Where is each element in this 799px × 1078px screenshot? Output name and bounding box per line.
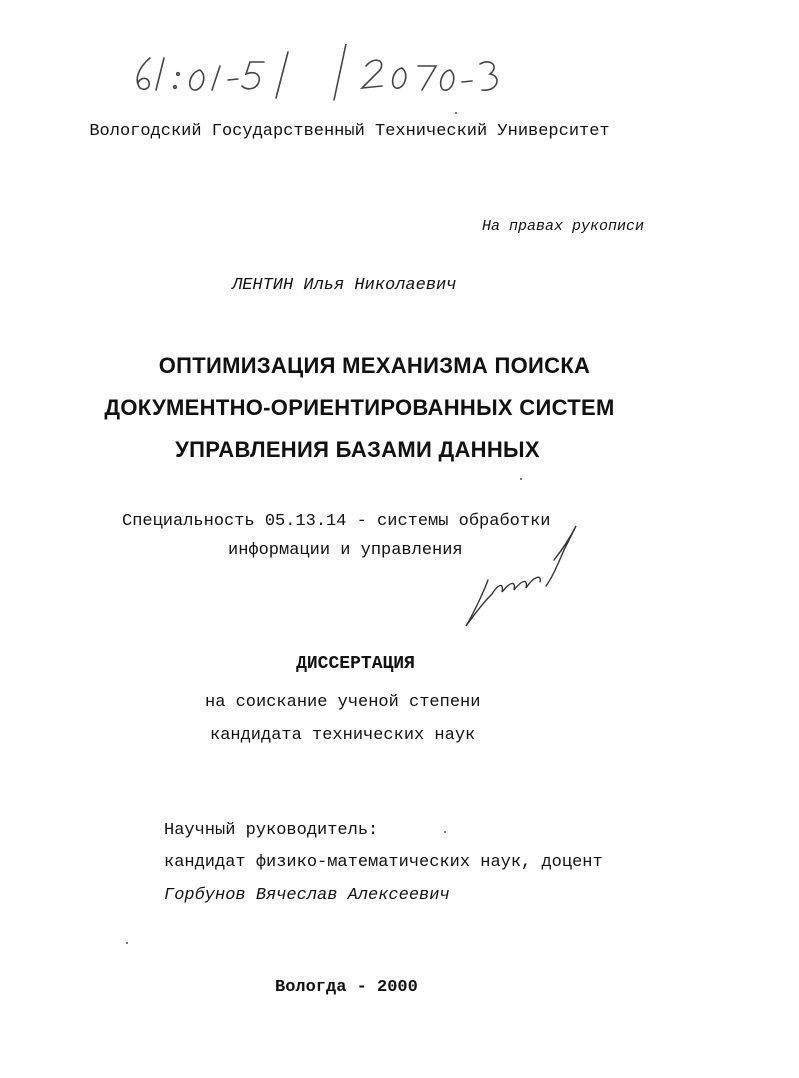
degree-line-1: на соискание ученой степени bbox=[205, 693, 481, 712]
university-name: Вологодский Государственный Технический Университет bbox=[89, 122, 610, 141]
archive-code-handwritten bbox=[128, 44, 508, 104]
author-name: ЛЕНТИН Илья Николаевич bbox=[232, 276, 457, 295]
place-year: Вологда - 2000 bbox=[275, 978, 418, 997]
supervisor-degree: кандидат физико-математических наук, доцент bbox=[164, 853, 603, 872]
title-line-1: ОПТИМИЗАЦИЯ МЕХАНИЗМА ПОИСКА bbox=[158, 353, 591, 378]
title-line-2: ДОКУМЕНТНО-ОРИЕНТИРОВАННЫХ СИСТЕМ bbox=[104, 395, 615, 420]
signature bbox=[458, 520, 598, 636]
title-line-3: УПРАВЛЕНИЯ БАЗАМИ ДАННЫХ bbox=[175, 437, 540, 462]
scan-speck bbox=[444, 831, 446, 833]
rights-note: На правах рукописи bbox=[482, 218, 645, 235]
scan-speck bbox=[126, 942, 128, 944]
document-type: ДИССЕРТАЦИЯ bbox=[296, 654, 415, 674]
scan-speck bbox=[455, 112, 457, 114]
archive-code-ink bbox=[128, 44, 508, 104]
signature-ink bbox=[458, 520, 598, 636]
supervisor-label: Научный руководитель: bbox=[164, 821, 379, 840]
specialty-line-2: информации и управления bbox=[228, 541, 463, 560]
specialty-line-1: Специальность 05.13.14 - системы обработки bbox=[122, 512, 551, 531]
degree-line-2: кандидата технических наук bbox=[210, 726, 476, 745]
scan-speck bbox=[520, 478, 522, 480]
supervisor-name: Горбунов Вячеслав Алексеевич bbox=[164, 886, 450, 905]
